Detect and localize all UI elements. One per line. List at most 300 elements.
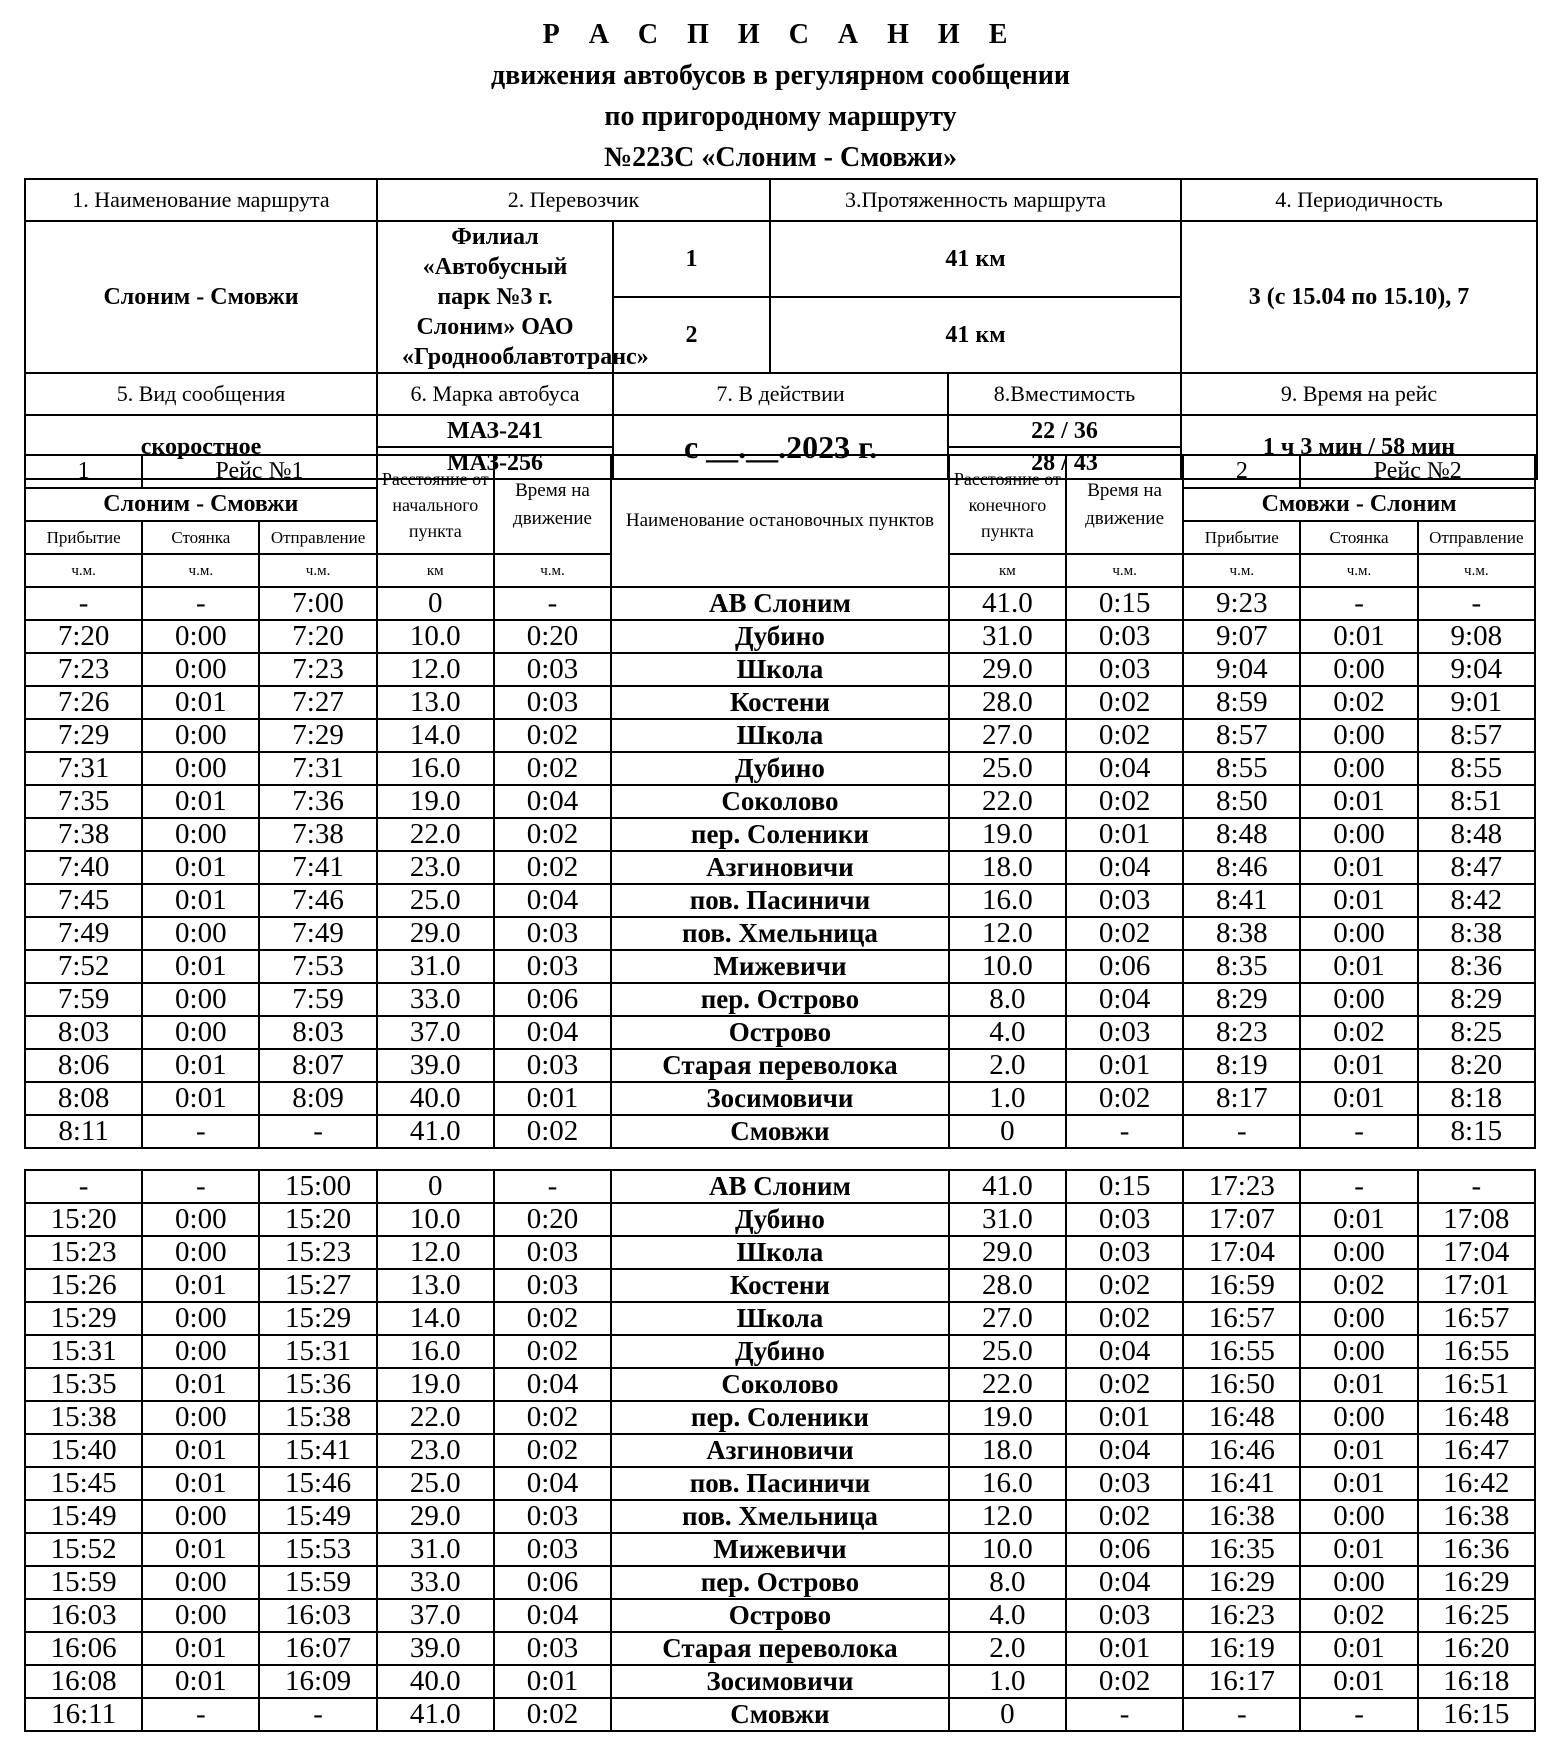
bus-model-2: МАЗ-256 — [377, 447, 613, 479]
stop-1-cell: 0:00 — [142, 1203, 259, 1236]
stop-2-cell: 0:00 — [1300, 1401, 1417, 1434]
travel-time-1-cell: - — [494, 1170, 611, 1203]
arrival-1-cell: 15:59 — [25, 1566, 142, 1599]
distance-start-cell: 25.0 — [377, 1467, 494, 1500]
stop-2-cell: 0:00 — [1300, 1302, 1417, 1335]
table-row — [25, 1434, 1535, 1467]
stops-header: Наименование остановочных пунктов — [611, 455, 949, 587]
header-capacity: 8.Вместимость — [948, 373, 1181, 415]
arrival-1-cell: 7:52 — [25, 950, 142, 983]
arrival-1-cell: 15:52 — [25, 1533, 142, 1566]
arrival-2-cell: 9:04 — [1183, 653, 1300, 686]
arrival-2-cell: 17:04 — [1183, 1236, 1300, 1269]
stop-2-cell: 0:00 — [1300, 653, 1417, 686]
travel-time-2-cell: 0:01 — [1066, 1401, 1183, 1434]
departure-2-cell: 9:08 — [1418, 620, 1535, 653]
travel-time-1-cell: 0:02 — [494, 1335, 611, 1368]
route-info-table — [24, 178, 1538, 480]
arrival-1-cell: 8:03 — [25, 1016, 142, 1049]
stop-1-cell: 0:01 — [142, 1049, 259, 1082]
distance-start-cell: 13.0 — [377, 1269, 494, 1302]
table-row — [25, 1236, 1535, 1269]
travel-time-2-cell: 0:03 — [1066, 1236, 1183, 1269]
arrival-1-cell: - — [25, 1170, 142, 1203]
arrival-1-cell: 7:38 — [25, 818, 142, 851]
distance-end-cell: 10.0 — [949, 1533, 1066, 1566]
distance-end-cell: 4.0 — [949, 1599, 1066, 1632]
arrival-1-cell: 15:40 — [25, 1434, 142, 1467]
departure-2-cell: 16:25 — [1418, 1599, 1535, 1632]
stop-1-cell: 0:00 — [142, 620, 259, 653]
stop-1-cell: 0:00 — [142, 983, 259, 1016]
arrival-1-cell: 7:23 — [25, 653, 142, 686]
distance-end-cell: 19.0 — [949, 818, 1066, 851]
arrival-2-cell: 8:29 — [1183, 983, 1300, 1016]
distance-end-cell: 31.0 — [949, 620, 1066, 653]
arrival-2-cell: 16:57 — [1183, 1302, 1300, 1335]
departure-1-cell: 8:09 — [259, 1082, 376, 1115]
arrival-2-cell: 8:38 — [1183, 917, 1300, 950]
travel-time-2-cell: 0:03 — [1066, 1016, 1183, 1049]
departure-1-cell: - — [259, 1698, 376, 1731]
arrival-1-cell: 15:20 — [25, 1203, 142, 1236]
arrival-1-cell: 8:06 — [25, 1049, 142, 1082]
departure-1-cell: 16:03 — [259, 1599, 376, 1632]
arrival-1-cell: 7:35 — [25, 785, 142, 818]
departure-1-cell: 16:07 — [259, 1632, 376, 1665]
direction-1-name: Слоним - Смовжи — [25, 488, 377, 521]
travel-time-1-cell: 0:02 — [494, 719, 611, 752]
travel-time-2-cell: 0:02 — [1066, 1269, 1183, 1302]
stop-name-cell: Дубино — [611, 1335, 949, 1368]
arrival-2-cell: 8:23 — [1183, 1016, 1300, 1049]
stop-2-cell: 0:00 — [1300, 752, 1417, 785]
stop-name-cell: Школа — [611, 719, 949, 752]
stop-2-cell: 0:01 — [1300, 1632, 1417, 1665]
stop-name-cell: Смовжи — [611, 1115, 949, 1148]
distance-start-cell: 33.0 — [377, 983, 494, 1016]
travel-time-1-cell: 0:02 — [494, 1698, 611, 1731]
distance-start-cell: 39.0 — [377, 1632, 494, 1665]
travel-time-1-cell: 0:03 — [494, 1236, 611, 1269]
table-row — [25, 686, 1535, 719]
arrival-1-cell: 7:26 — [25, 686, 142, 719]
distance-end-cell: 12.0 — [949, 1500, 1066, 1533]
route-name-value: Слоним - Смовжи — [25, 221, 377, 373]
table-row — [25, 1599, 1535, 1632]
arrival-2-cell: 17:07 — [1183, 1203, 1300, 1236]
travel-time-2-cell: 0:02 — [1066, 1368, 1183, 1401]
departure-1-cell: 7:36 — [259, 785, 376, 818]
distance-start-cell: 25.0 — [377, 884, 494, 917]
travel-time-1-cell: 0:20 — [494, 1203, 611, 1236]
travel-time-2-cell: 0:04 — [1066, 1335, 1183, 1368]
stop-name-cell: пов. Хмельница — [611, 917, 949, 950]
distance-end-cell: 2.0 — [949, 1632, 1066, 1665]
document-subtitle-2: по пригородному маршруту — [604, 101, 957, 132]
table-row — [25, 785, 1535, 818]
distance-start-cell: 14.0 — [377, 1302, 494, 1335]
distance-start-cell: 10.0 — [377, 620, 494, 653]
distance-end-cell: 10.0 — [949, 950, 1066, 983]
table-row — [25, 1082, 1535, 1115]
travel-time-2-cell: 0:03 — [1066, 653, 1183, 686]
unit-hm: ч.м. — [25, 554, 142, 587]
arrival-2-cell: 16:35 — [1183, 1533, 1300, 1566]
travel-time-2-cell: 0:03 — [1066, 884, 1183, 917]
departure-2-cell: 8:36 — [1418, 950, 1535, 983]
stop-2-cell: 0:00 — [1300, 818, 1417, 851]
arrival-2-cell: - — [1183, 1698, 1300, 1731]
unit-hm: ч.м. — [259, 554, 376, 587]
stop-1-cell: 0:01 — [142, 1632, 259, 1665]
distance-end-cell: 27.0 — [949, 719, 1066, 752]
stop-2-cell: - — [1300, 1698, 1417, 1731]
stop-2-cell: 0:01 — [1300, 620, 1417, 653]
stop-name-cell: пов. Пасиничи — [611, 1467, 949, 1500]
header-in-effect: 7. В действии — [613, 373, 948, 415]
arrival-1-cell: 15:31 — [25, 1335, 142, 1368]
stop-2-cell: 0:01 — [1300, 884, 1417, 917]
departure-1-cell: 7:27 — [259, 686, 376, 719]
departure-2-cell: 8:51 — [1418, 785, 1535, 818]
arrival-2-cell: 8:59 — [1183, 686, 1300, 719]
stop-1-cell: 0:00 — [142, 818, 259, 851]
stop-1-cell: 0:01 — [142, 950, 259, 983]
stop-1-cell: 0:00 — [142, 653, 259, 686]
departure-2-cell: 16:55 — [1418, 1335, 1535, 1368]
table-row — [25, 653, 1535, 686]
distance-start-cell: 10.0 — [377, 1203, 494, 1236]
departure-2-cell: 8:29 — [1418, 983, 1535, 1016]
arrival-2-cell: 16:23 — [1183, 1599, 1300, 1632]
arrival-2-cell: 16:41 — [1183, 1467, 1300, 1500]
travel-time-2-cell: 0:04 — [1066, 1566, 1183, 1599]
arrival-1-cell: 15:45 — [25, 1467, 142, 1500]
arrival-1-cell: 8:11 — [25, 1115, 142, 1148]
departure-1-cell: 15:29 — [259, 1302, 376, 1335]
stop-2-cell: 0:00 — [1300, 719, 1417, 752]
departure-1-cell: 15:49 — [259, 1500, 376, 1533]
distance-end-cell: 41.0 — [949, 1170, 1066, 1203]
travel-time-1-cell: 0:02 — [494, 1401, 611, 1434]
departure-2-cell: 8:25 — [1418, 1016, 1535, 1049]
travel-time-1-cell: 0:04 — [494, 1016, 611, 1049]
travel-time-2-cell: 0:02 — [1066, 1500, 1183, 1533]
distance-start-cell: 0 — [377, 587, 494, 620]
departure-2-cell: 16:51 — [1418, 1368, 1535, 1401]
stop-1-cell: 0:00 — [142, 1566, 259, 1599]
stop-1-cell: 0:00 — [142, 1335, 259, 1368]
table-row — [25, 1269, 1535, 1302]
stop-2-cell: 0:01 — [1300, 1467, 1417, 1500]
arrival-1-cell: 15:38 — [25, 1401, 142, 1434]
arrival-1-cell: 15:29 — [25, 1302, 142, 1335]
stop-name-cell: пер. Острово — [611, 983, 949, 1016]
departure-1-cell: 16:09 — [259, 1665, 376, 1698]
stop-name-cell: Дубино — [611, 1203, 949, 1236]
stop-1-cell: 0:01 — [142, 884, 259, 917]
stop-name-cell: пер. Соленики — [611, 818, 949, 851]
trip-time-value: 1 ч 3 мин / 58 мин — [1181, 415, 1537, 479]
distance-end-cell: 1.0 — [949, 1665, 1066, 1698]
distance-start-cell: 29.0 — [377, 1500, 494, 1533]
schedule-table — [24, 454, 1536, 1732]
stop-2-cell: 0:02 — [1300, 1269, 1417, 1302]
stop-name-cell: Азгиновичи — [611, 851, 949, 884]
unit-hm: ч.м. — [1066, 554, 1183, 587]
departure-2-cell: 17:08 — [1418, 1203, 1535, 1236]
distance-start-cell: 29.0 — [377, 917, 494, 950]
trip-2-label: Рейс №2 — [1300, 455, 1535, 488]
arrival-1-cell: 7:49 — [25, 917, 142, 950]
distance-start-cell: 12.0 — [377, 1236, 494, 1269]
stop-name-cell: Зосимовичи — [611, 1082, 949, 1115]
stop-name-cell: Старая переволока — [611, 1632, 949, 1665]
departure-2-cell: 8:38 — [1418, 917, 1535, 950]
distance-start-cell: 19.0 — [377, 785, 494, 818]
table-row — [25, 851, 1535, 884]
distance-start-cell: 40.0 — [377, 1082, 494, 1115]
departure-2-cell: 16:38 — [1418, 1500, 1535, 1533]
stop-1-cell: 0:01 — [142, 785, 259, 818]
stop-name-cell: Костени — [611, 686, 949, 719]
departure-1-cell: 7:31 — [259, 752, 376, 785]
travel-time-1-cell: 0:03 — [494, 1632, 611, 1665]
distance-end-cell: 1.0 — [949, 1082, 1066, 1115]
stop-2-cell: 0:01 — [1300, 1665, 1417, 1698]
travel-time-1-cell: 0:02 — [494, 752, 611, 785]
arrival-1-cell: 7:29 — [25, 719, 142, 752]
distance-end-cell: 41.0 — [949, 587, 1066, 620]
arrival-2-cell: 16:48 — [1183, 1401, 1300, 1434]
unit-km: км — [949, 554, 1066, 587]
stop-1-cell: 0:00 — [142, 1236, 259, 1269]
travel-time-1-cell: - — [494, 587, 611, 620]
distance-end-cell: 0 — [949, 1115, 1066, 1148]
departure-1-cell: 8:07 — [259, 1049, 376, 1082]
distance-start-cell: 19.0 — [377, 1368, 494, 1401]
block-separator — [25, 1148, 1535, 1170]
travel-time-2-cell: 0:15 — [1066, 1170, 1183, 1203]
travel-time-2-cell: 0:03 — [1066, 1599, 1183, 1632]
arrival-2-cell: 16:50 — [1183, 1368, 1300, 1401]
travel-time-1-cell: 0:20 — [494, 620, 611, 653]
departure-1-cell: 7:38 — [259, 818, 376, 851]
stop-1-cell: 0:01 — [142, 1533, 259, 1566]
stop-name-cell: Костени — [611, 1269, 949, 1302]
stop-name-cell: АВ Слоним — [611, 587, 949, 620]
stop-name-cell: Школа — [611, 1236, 949, 1269]
travel-time-1-cell: 0:03 — [494, 1269, 611, 1302]
departure-2-cell: 16:20 — [1418, 1632, 1535, 1665]
travel-time-1-header: Время на движение — [494, 455, 611, 554]
stop-1-cell: 0:01 — [142, 1082, 259, 1115]
departure-1-cell: 15:00 — [259, 1170, 376, 1203]
distance-end-cell: 22.0 — [949, 1368, 1066, 1401]
distance-end-cell: 4.0 — [949, 1016, 1066, 1049]
in-effect-value: с __.__.2023 г. — [613, 415, 948, 479]
document-title: Р А С П И С А Н И Е — [542, 19, 1019, 50]
arrival-1-cell: 16:08 — [25, 1665, 142, 1698]
departure-2-cell: 16:29 — [1418, 1566, 1535, 1599]
travel-time-2-cell: 0:04 — [1066, 983, 1183, 1016]
header-route-name: 1. Наименование маршрута — [25, 179, 377, 221]
unit-km: км — [377, 554, 494, 587]
departure-2-cell: 17:01 — [1418, 1269, 1535, 1302]
distance-end-cell: 16.0 — [949, 1467, 1066, 1500]
arrival-2-cell: 8:57 — [1183, 719, 1300, 752]
travel-time-1-cell: 0:03 — [494, 1533, 611, 1566]
departure-1-cell: 15:27 — [259, 1269, 376, 1302]
stop-name-cell: пов. Хмельница — [611, 1500, 949, 1533]
stop-2-cell: - — [1300, 587, 1417, 620]
travel-time-2-cell: 0:04 — [1066, 851, 1183, 884]
length-value-1: 41 км — [770, 221, 1181, 297]
stop-1-cell: 0:00 — [142, 1599, 259, 1632]
distance-start-cell: 14.0 — [377, 719, 494, 752]
departure-1-cell: 15:31 — [259, 1335, 376, 1368]
departure-1-cell: 7:23 — [259, 653, 376, 686]
trip-1-label: Рейс №1 — [142, 455, 376, 488]
stop-2-cell: 0:01 — [1300, 1082, 1417, 1115]
stop-1-cell: 0:01 — [142, 1467, 259, 1500]
arrival-2-cell: 16:29 — [1183, 1566, 1300, 1599]
stop-name-cell: АВ Слоним — [611, 1170, 949, 1203]
header-service-type: 5. Вид сообщения — [25, 373, 377, 415]
departure-1-cell: 7:29 — [259, 719, 376, 752]
departure-2-cell: 16:42 — [1418, 1467, 1535, 1500]
arrival-1-cell: 7:20 — [25, 620, 142, 653]
departure-1-cell: 7:41 — [259, 851, 376, 884]
arrival-2-cell: 17:23 — [1183, 1170, 1300, 1203]
arrival-1-cell: 7:59 — [25, 983, 142, 1016]
direction-1-number: 1 — [25, 455, 142, 488]
stop-2-cell: 0:02 — [1300, 686, 1417, 719]
table-row — [25, 1115, 1535, 1148]
departure-2-cell: 8:57 — [1418, 719, 1535, 752]
distance-start-cell: 0 — [377, 1170, 494, 1203]
departure-1-cell: 7:46 — [259, 884, 376, 917]
travel-time-1-cell: 0:02 — [494, 1434, 611, 1467]
arrival-2-cell: 8:46 — [1183, 851, 1300, 884]
route-title: №223С «Слоним - Смовжи» — [604, 142, 957, 173]
stop-2-cell: 0:00 — [1300, 917, 1417, 950]
stop-1-cell: 0:01 — [142, 686, 259, 719]
travel-time-1-cell: 0:02 — [494, 851, 611, 884]
arrival-2-cell: 8:41 — [1183, 884, 1300, 917]
departure-1-cell: 15:36 — [259, 1368, 376, 1401]
travel-time-2-cell: - — [1066, 1115, 1183, 1148]
stop-name-cell: Острово — [611, 1599, 949, 1632]
travel-time-2-cell: 0:03 — [1066, 1203, 1183, 1236]
departure-2-cell: 16:15 — [1418, 1698, 1535, 1731]
stop-name-cell: Соколово — [611, 785, 949, 818]
arrival-2-cell: - — [1183, 1115, 1300, 1148]
departure-2-cell: 8:20 — [1418, 1049, 1535, 1082]
arrival-1-cell: 16:11 — [25, 1698, 142, 1731]
distance-end-cell: 27.0 — [949, 1302, 1066, 1335]
arrival-2-cell: 9:23 — [1183, 587, 1300, 620]
stop-name-cell: пер. Соленики — [611, 1401, 949, 1434]
departure-2-cell: 8:15 — [1418, 1115, 1535, 1148]
departure-2-cell: 16:47 — [1418, 1434, 1535, 1467]
travel-time-1-cell: 0:02 — [494, 818, 611, 851]
distance-start-cell: 37.0 — [377, 1599, 494, 1632]
travel-time-1-cell: 0:03 — [494, 1500, 611, 1533]
table-row — [25, 1698, 1535, 1731]
stop-name-cell: Азгиновичи — [611, 1434, 949, 1467]
departure-2-cell: 9:01 — [1418, 686, 1535, 719]
departure-1-cell: 15:38 — [259, 1401, 376, 1434]
travel-time-2-cell: 0:02 — [1066, 785, 1183, 818]
distance-start-cell: 33.0 — [377, 1566, 494, 1599]
distance-end-cell: 16.0 — [949, 884, 1066, 917]
stop-2-cell: 0:00 — [1300, 983, 1417, 1016]
stop-1-cell: - — [142, 1170, 259, 1203]
direction-2-name: Смовжи - Слоним — [1183, 488, 1535, 521]
table-row — [25, 884, 1535, 917]
direction-2-number: 2 — [1183, 455, 1300, 488]
distance-start-cell: 41.0 — [377, 1698, 494, 1731]
distance-start-cell: 41.0 — [377, 1115, 494, 1148]
arrival-1-cell: 15:26 — [25, 1269, 142, 1302]
stop-name-cell: Старая переволока — [611, 1049, 949, 1082]
distance-start-cell: 13.0 — [377, 686, 494, 719]
departure-2-cell: 17:04 — [1418, 1236, 1535, 1269]
stop-2-cell: 0:00 — [1300, 1566, 1417, 1599]
stop-1-cell: 0:00 — [142, 719, 259, 752]
arrival-1-cell: 15:49 — [25, 1500, 142, 1533]
travel-time-2-cell: 0:02 — [1066, 1302, 1183, 1335]
distance-end-cell: 28.0 — [949, 686, 1066, 719]
travel-time-1-cell: 0:02 — [494, 1302, 611, 1335]
arrival-1-cell: - — [25, 587, 142, 620]
travel-time-2-cell: 0:06 — [1066, 1533, 1183, 1566]
departure-1-cell: 7:49 — [259, 917, 376, 950]
table-row — [25, 1049, 1535, 1082]
travel-time-2-cell: 0:01 — [1066, 1049, 1183, 1082]
distance-start-cell: 22.0 — [377, 818, 494, 851]
table-row — [25, 1335, 1535, 1368]
stop-2-cell: 0:01 — [1300, 1203, 1417, 1236]
stop-name-cell: Зосимовичи — [611, 1665, 949, 1698]
table-row — [25, 1500, 1535, 1533]
arrival-1-cell: 16:06 — [25, 1632, 142, 1665]
arrival-1-cell: 8:08 — [25, 1082, 142, 1115]
travel-time-2-cell: 0:02 — [1066, 1665, 1183, 1698]
departure-1-cell: 15:53 — [259, 1533, 376, 1566]
stop-2-cell: 0:01 — [1300, 950, 1417, 983]
length-direction-1: 1 — [613, 221, 770, 297]
arrival-2-cell: 8:19 — [1183, 1049, 1300, 1082]
capacity-2: 28 / 43 — [948, 447, 1181, 479]
travel-time-2-cell: - — [1066, 1698, 1183, 1731]
distance-end-cell: 12.0 — [949, 917, 1066, 950]
document-header — [0, 14, 1561, 178]
departure-1-cell: 15:23 — [259, 1236, 376, 1269]
table-row — [25, 1302, 1535, 1335]
distance-end-cell: 19.0 — [949, 1401, 1066, 1434]
distance-end-cell: 22.0 — [949, 785, 1066, 818]
stop-name-cell: пов. Пасиничи — [611, 884, 949, 917]
departure-1-cell: 15:46 — [259, 1467, 376, 1500]
stop-1-cell: 0:01 — [142, 1269, 259, 1302]
departure-2-cell: 16:48 — [1418, 1401, 1535, 1434]
table-row — [25, 1170, 1535, 1203]
stop-1-cell: 0:00 — [142, 1302, 259, 1335]
table-row — [25, 1566, 1535, 1599]
